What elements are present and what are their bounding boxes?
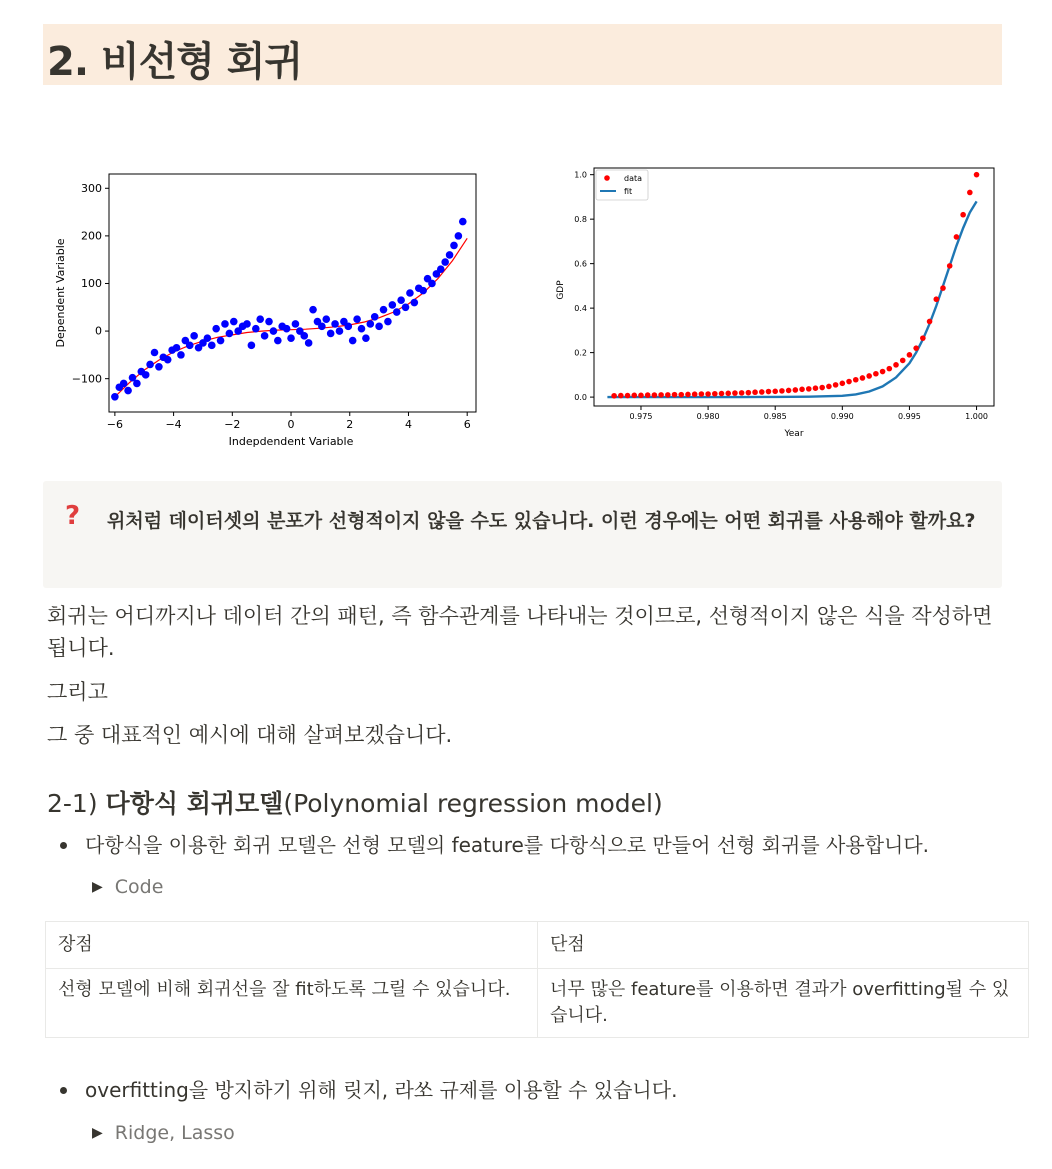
- section-title-ko: 다항식 회귀모델: [105, 789, 284, 818]
- table-header-cell: 장점: [46, 922, 538, 969]
- data-point: [111, 393, 119, 401]
- data-point: [248, 342, 256, 350]
- data-point: [459, 218, 467, 226]
- data-point: [344, 323, 352, 331]
- data-point: [779, 388, 785, 394]
- data-point: [243, 320, 251, 328]
- legend-data-marker: [604, 175, 610, 181]
- data-point: [261, 332, 269, 340]
- data-point: [920, 335, 926, 341]
- page-heading-block: [43, 24, 1002, 85]
- data-point: [772, 389, 778, 395]
- y-tick-label: 200: [81, 229, 102, 243]
- section-prefix: 2-1): [47, 789, 106, 818]
- data-point: [846, 379, 852, 385]
- data-point: [933, 296, 939, 302]
- data-point: [819, 385, 825, 391]
- data-point: [327, 330, 335, 338]
- y-tick-label: 100: [81, 277, 102, 291]
- bullet-text: 다항식을 이용한 회귀 모델은 선형 모델의 feature를 다항식으로 만들어 선형 회귀를 사용합니다.: [85, 833, 930, 857]
- data-point: [208, 342, 216, 350]
- x-tick-label: 0.990: [830, 412, 854, 421]
- data-point: [840, 381, 846, 387]
- data-point: [860, 375, 866, 381]
- data-point: [954, 234, 960, 240]
- x-tick-label: −4: [165, 418, 182, 431]
- data-point: [752, 389, 758, 395]
- data-point: [204, 334, 212, 342]
- data-point: [389, 301, 397, 309]
- x-tick-label: 2: [346, 418, 354, 431]
- question-callout: [43, 481, 1002, 588]
- page-heading: 2. 비선형 회귀: [47, 39, 303, 85]
- toggle-ridge-lasso[interactable]: [92, 1122, 235, 1144]
- chart1-x-label: Indepdendent Variable: [228, 435, 354, 448]
- data-point: [631, 393, 637, 399]
- data-point: [146, 361, 154, 369]
- data-point: [256, 315, 264, 323]
- data-point: [880, 369, 886, 375]
- toggle-label[interactable]: Code: [114, 876, 164, 898]
- data-point: [120, 380, 128, 388]
- data-point: [151, 349, 159, 357]
- data-point: [226, 330, 234, 338]
- data-point: [393, 308, 401, 316]
- x-tick-label: −6: [106, 418, 123, 431]
- x-tick-label: 0.995: [897, 412, 921, 421]
- chart2-plot-area: [594, 168, 994, 406]
- data-point: [940, 285, 946, 291]
- data-point: [411, 299, 419, 307]
- x-tick-label: 6: [463, 418, 471, 431]
- data-point: [371, 313, 379, 321]
- polynomial-scatter-chart: [48, 162, 488, 457]
- toggle-label[interactable]: Ridge, Lasso: [114, 1122, 235, 1144]
- data-point: [974, 172, 980, 178]
- x-tick-label: 0.980: [696, 412, 720, 421]
- data-point: [322, 315, 330, 323]
- legend-data-label: data: [624, 174, 643, 183]
- data-point: [712, 391, 718, 397]
- data-point: [793, 387, 799, 393]
- y-tick-label: −100: [71, 372, 102, 386]
- data-point: [813, 385, 819, 391]
- data-point: [699, 391, 705, 397]
- data-point: [759, 389, 765, 395]
- y-tick-label: 0.2: [574, 348, 587, 358]
- question-mark-icon: ?: [65, 501, 81, 531]
- data-point: [292, 320, 300, 328]
- section-title-en: (Polynomial regression model): [283, 789, 663, 818]
- data-point: [190, 332, 198, 340]
- bullet-dot: [60, 1087, 67, 1094]
- pros-cons-table: [45, 921, 1029, 1038]
- chart2-legend: [596, 170, 648, 200]
- data-point: [380, 306, 388, 314]
- data-point: [638, 393, 644, 399]
- data-point: [967, 190, 973, 196]
- y-tick-label: 1.0: [574, 170, 587, 180]
- paragraph-intro: 그 중 대표적인 예시에 대해 살펴보겠습니다.: [47, 723, 453, 747]
- data-point: [419, 287, 427, 295]
- data-point: [428, 280, 436, 288]
- data-point: [678, 392, 684, 398]
- data-point: [766, 389, 772, 395]
- data-point: [283, 325, 291, 333]
- data-point: [887, 366, 893, 372]
- data-point: [402, 303, 410, 311]
- data-point: [441, 258, 449, 266]
- data-point: [155, 363, 163, 371]
- data-point: [300, 332, 308, 340]
- data-point: [362, 334, 370, 342]
- data-point: [618, 393, 624, 399]
- data-point: [177, 351, 185, 359]
- data-point: [252, 325, 260, 333]
- y-tick-label: 300: [81, 181, 102, 195]
- table-cell: 선형 모델에 비해 회귀선을 잘 fit하도록 그릴 수 있습니다.: [46, 969, 538, 1038]
- table-row: [46, 969, 1029, 1038]
- data-point: [927, 319, 933, 325]
- chart2-y-label: GDP: [556, 280, 566, 300]
- data-point: [806, 386, 812, 392]
- x-tick-label: 0.985: [763, 412, 787, 421]
- data-point: [652, 392, 658, 398]
- bullet-dot: [60, 842, 67, 849]
- data-point: [455, 232, 463, 240]
- data-point: [786, 388, 792, 394]
- y-tick-label: 0.8: [574, 214, 587, 224]
- data-point: [164, 356, 172, 364]
- data-point: [685, 392, 691, 398]
- x-tick-label: 1.000: [965, 412, 989, 421]
- toggle-triangle-icon[interactable]: ▶: [92, 879, 103, 895]
- legend-fit-label: fit: [624, 187, 633, 196]
- data-point: [907, 352, 913, 358]
- data-point: [913, 345, 919, 351]
- data-point: [645, 392, 651, 398]
- data-point: [270, 327, 278, 335]
- data-point: [265, 318, 273, 326]
- data-point: [173, 344, 181, 352]
- data-point: [893, 362, 899, 368]
- data-point: [212, 325, 220, 333]
- x-tick-label: 0: [287, 418, 295, 431]
- data-point: [853, 377, 859, 383]
- toggle-triangle-icon[interactable]: ▶: [92, 1125, 103, 1141]
- data-point: [672, 392, 678, 398]
- data-point: [305, 339, 313, 347]
- chart2-x-label: Year: [784, 429, 804, 439]
- data-point: [142, 371, 150, 379]
- bullet-text: overfitting을 방지하기 위해 릿지, 라쏘 규제를 이용할 수 있습니다.: [85, 1078, 678, 1102]
- data-point: [866, 373, 872, 379]
- data-point: [873, 371, 879, 377]
- data-point: [349, 337, 357, 345]
- data-point: [217, 337, 225, 345]
- data-point: [746, 390, 752, 396]
- data-point: [665, 392, 671, 398]
- data-point: [221, 320, 229, 328]
- data-point: [625, 393, 631, 399]
- data-point: [384, 318, 392, 326]
- data-point: [375, 323, 383, 331]
- data-point: [367, 320, 375, 328]
- data-point: [960, 212, 966, 218]
- table-cell: 너무 많은 feature를 이용하면 결과가 overfitting될 수 있습니다.: [538, 969, 1029, 1038]
- data-point: [186, 342, 194, 350]
- data-point: [705, 391, 711, 397]
- section-heading: [47, 784, 663, 820]
- data-point: [274, 337, 282, 345]
- data-point: [133, 380, 141, 388]
- table-header-cell: 단점: [538, 922, 1029, 969]
- data-point: [658, 392, 664, 398]
- data-point: [947, 263, 953, 269]
- data-point: [406, 289, 414, 297]
- data-point: [833, 382, 839, 388]
- toggle-code[interactable]: [92, 876, 163, 898]
- data-point: [287, 334, 295, 342]
- callout-text: 위처럼 데이터셋의 분포가 선형적이지 않을 수도 있습니다. 이런 경우에는 어떤 회귀를 사용해야 할까요?: [107, 510, 976, 532]
- data-point: [309, 306, 317, 314]
- data-point: [732, 390, 738, 396]
- table-header-row: [46, 922, 1029, 969]
- data-point: [739, 390, 745, 396]
- x-tick-label: 0.975: [629, 412, 653, 421]
- x-tick-label: 4: [404, 418, 412, 431]
- x-tick-label: −2: [224, 418, 241, 431]
- data-point: [611, 393, 617, 399]
- data-point: [397, 296, 405, 304]
- data-point: [353, 315, 361, 323]
- data-point: [725, 391, 731, 397]
- data-point: [900, 358, 906, 364]
- data-point: [358, 325, 366, 333]
- y-tick-label: 0.0: [574, 392, 587, 402]
- data-point: [446, 251, 454, 259]
- data-point: [230, 318, 238, 326]
- chart1-y-label: Dependent Variable: [54, 238, 67, 348]
- y-tick-label: 0.4: [574, 303, 587, 313]
- data-point: [719, 391, 725, 397]
- data-point: [826, 384, 832, 390]
- gdp-sigmoid-chart: [550, 162, 1000, 447]
- data-point: [450, 242, 458, 250]
- data-point: [336, 327, 344, 335]
- y-tick-label: 0.6: [574, 259, 587, 269]
- data-point: [318, 323, 326, 331]
- data-point: [799, 387, 805, 393]
- paragraph-explanation: 회귀는 어디까지나 데이터 간의 패턴, 즉 함수관계를 나타내는 것이므로, 선형적이지 않은 식을 작성하면 됩니다.: [47, 604, 993, 660]
- paragraph-and: 그리고: [47, 680, 108, 704]
- data-point: [124, 387, 132, 395]
- y-tick-label: 0: [95, 324, 102, 338]
- data-point: [437, 265, 445, 273]
- data-point: [692, 391, 698, 397]
- data-point: [331, 320, 339, 328]
